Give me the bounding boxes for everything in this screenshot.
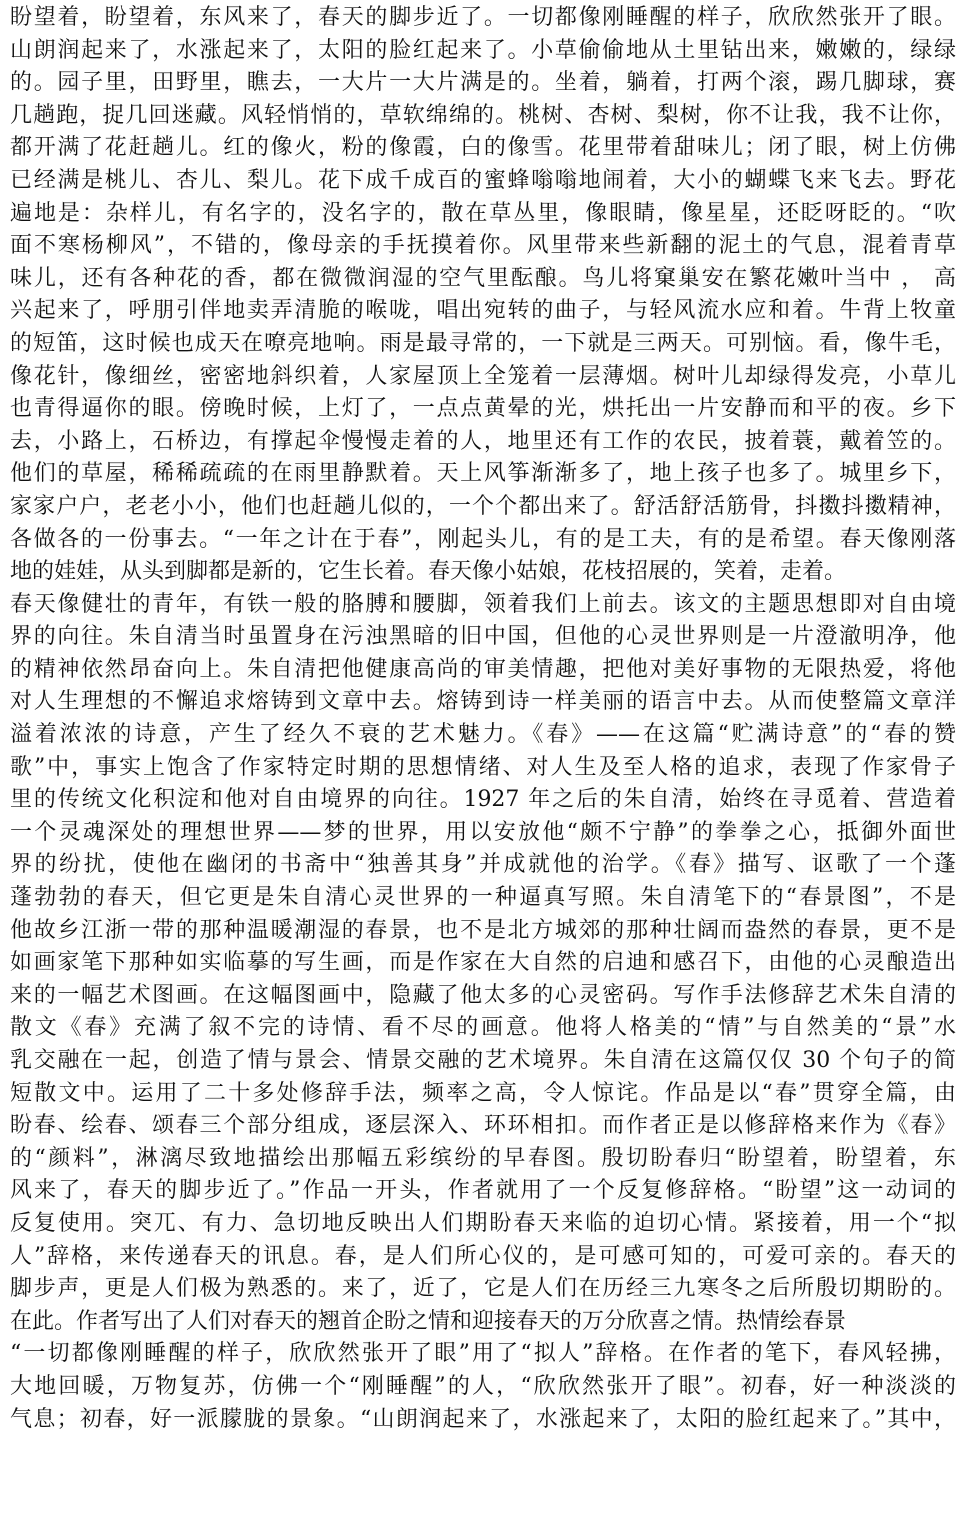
- text-line: 一个灵魂深处的理想世界——梦的世界，用以安放他“颇不宁静”的拳拳之心，抵御外面世: [10, 819, 956, 845]
- text-line: 也青得逼你的眼。傍晚时候，上灯了，一点点黄晕的光，烘托出一片安静而和平的夜。乡下: [10, 396, 956, 422]
- text-line: 气息；初春，好一派朦胧的景象。“山朗润起来了，水涨起来了，太阳的脸红起来了。”其中，: [10, 1406, 956, 1432]
- text-line: 味儿，还有各种花的香，都在微微润湿的空气里酝酿。鸟儿将窠巢安在繁花嫩叶当中 ， 高: [10, 265, 956, 291]
- text-line: 界的纷扰，使他在幽闭的书斋中“独善其身”并成就他的治学。《春》描写、讴歌了一个蓬: [10, 852, 956, 878]
- text-line: 去，小路上，石桥边，有撑起伞慢慢走着的人，地里还有工作的农民，披着蓑，戴着笠的。: [10, 428, 956, 454]
- text-line: 溢着浓浓的诗意，产生了经久不衰的艺术魅力。《春》——在这篇“贮满诗意”的“春的赞: [10, 722, 956, 748]
- text-line: 盼春、绘春、颂春三个部分组成，逐层深入、环环相扣。而作者正是以修辞格来作为《春》: [10, 1113, 956, 1139]
- text-line: 他们的草屋，稀稀疏疏的在雨里静默着。天上风筝渐渐多了，地上孩子也多了。城里乡下，: [10, 461, 956, 487]
- text-line: 春天像健壮的青年，有铁一般的胳膊和腰脚，领着我们上前去。该文的主题思想即对自由境: [10, 591, 956, 617]
- text-line: 脚步声，更是人们极为熟悉的。来了，近了，它是人们在历经三九寒冬之后所殷切期盼的。: [10, 1276, 956, 1302]
- text-line: 的“颜料”，淋漓尽致地描绘出那幅五彩缤纷的早春图。殷切盼春归“盼望着，盼望着，东: [10, 1145, 956, 1171]
- text-line: 的。园子里，田野里，瞧去，一大片一大片满是的。坐着，躺着，打两个滚，踢几脚球，赛: [10, 70, 956, 96]
- text-line: 来的一幅艺术图画。在这幅图画中，隐藏了他太多的心灵密码。写作手法修辞艺术朱自清的: [10, 982, 956, 1008]
- text-line: 散文《春》充满了叙不完的诗情、看不尽的画意。他将人格美的“情”与自然美的“景”水: [10, 1015, 956, 1041]
- text-line: 乳交融在一起，创造了情与景会、情景交融的艺术境界。朱自清在这篇仅仅 30 个句子的简: [10, 1048, 956, 1073]
- text-line: 像花针，像细丝，密密地斜织着，人家屋顶上全笼着一层薄烟。树叶儿却绿得发亮，小草儿: [10, 363, 956, 389]
- text-line: 在此。作者写出了人们对春天的翘首企盼之情和迎接春天的万分欣喜之情。热情绘春景: [10, 1308, 847, 1334]
- text-line: 的精神依然昂奋向上。朱自清把他健康高尚的审美情趣，把他对美好事物的无限热爱，将他: [10, 656, 956, 682]
- text-line: 他故乡江浙一带的那种温暖潮湿的春景，也不是北方城郊的那种壮阔而盎然的春景，更不是: [10, 917, 956, 943]
- text-line: 的短笛，这时候也成天在嘹亮地响。雨是最寻常的，一下就是三两天。可别恼。看，像牛毛，: [10, 330, 956, 356]
- text-line: 兴起来了，呼朋引伴地卖弄清脆的喉咙，唱出宛转的曲子，与轻风流水应和着。牛背上牧童: [10, 298, 956, 324]
- text-line: 几趟跑，捉几回迷藏。风轻悄悄的，草软绵绵的。桃树、杏树、梨树，你不让我，我不让你，: [10, 102, 956, 128]
- text-line: “一切都像刚睡醒的样子，欣欣然张开了眼”用了“拟人”辞格。在作者的笔下，春风轻拂，: [10, 1341, 956, 1367]
- text-line: 反复使用。突兀、有力、急切地反映出人们期盼春天来临的迫切心情。紧接着，用一个“拟: [10, 1210, 956, 1236]
- text-line: 短散文中。运用了二十多处修辞手法，频率之高，令人惊诧。作品是以“春”贯穿全篇，由: [10, 1080, 956, 1106]
- text-line: 界的向往。朱自清当时虽置身在污浊黑暗的旧中国，但他的心灵世界则是一片澄澈明净，他: [10, 624, 956, 650]
- text-line: 人”辞格，来传递春天的讯息。春，是人们所心仪的，是可感可知的，可爱可亲的。春天的: [10, 1243, 956, 1269]
- text-line: 里的传统文化积淀和他对自由境界的向往。1927 年之后的朱自清，始终在寻觅着、营造着: [10, 787, 956, 813]
- text-line: 地的娃娃，从头到脚都是新的，它生长着。春天像小姑娘，花枝招展的，笑着，走着。: [10, 559, 847, 585]
- text-line: 风来了，春天的脚步近了。”作品一开头，作者就用了一个反复修辞格。“盼望”这一动词的: [10, 1178, 956, 1204]
- text-line: 歌”中，事实上饱含了作家特定时期的思想情绪、对人生及至人格的追求，表现了作家骨子: [10, 754, 956, 780]
- text-line: 盼望着，盼望着，东风来了，春天的脚步近了。一切都像刚睡醒的样子，欣欣然张开了眼。: [10, 5, 956, 30]
- text-line: 对人生理想的不懈追求熔铸到文章中去。熔铸到诗一样美丽的语言中去。从而使整篇文章洋: [10, 689, 956, 715]
- text-line: 大地回暖，万物复苏，仿佛一个“刚睡醒”的人，“欣欣然张开了眼”。初春，好一种淡淡的: [10, 1373, 956, 1399]
- text-line: 已经满是桃儿、杏儿、梨儿。花下成千成百的蜜蜂嗡嗡地闹着，大小的蝴蝶飞来飞去。野花: [10, 167, 956, 193]
- text-line: 山朗润起来了，水涨起来了，太阳的脸红起来了。小草偷偷地从土里钻出来，嫩嫩的，绿绿: [10, 37, 956, 63]
- text-line: 家家户户，老老小小，他们也赶趟儿似的，一个个都出来了。舒活舒活筋骨，抖擞抖擞精神，: [10, 493, 956, 519]
- text-line: 都开满了花赶趟儿。红的像火，粉的像霞，白的像雪。花里带着甜味儿；闭了眼，树上仿佛: [10, 135, 956, 161]
- text-line: 遍地是：杂样儿，有名字的，没名字的，散在草丛里，像眼睛，像星星，还眨呀眨的。“吹: [10, 200, 956, 226]
- text-line: 如画家笔下那种如实临摹的写生画，而是作家在大自然的启迪和感召下，由他的心灵酿造出: [10, 950, 956, 976]
- text-line: 各做各的一份事去。“一年之计在于春”，刚起头儿，有的是工夫，有的是希望。春天像刚落: [10, 526, 956, 552]
- text-line: 蓬勃勃的春天，但它更是朱自清心灵世界的一种逼真写照。朱自清笔下的“春景图”，不是: [10, 885, 956, 911]
- text-line: 面不寒杨柳风”，不错的，像母亲的手抚摸着你。风里带来些新翻的泥土的气息，混着青草: [10, 233, 956, 259]
